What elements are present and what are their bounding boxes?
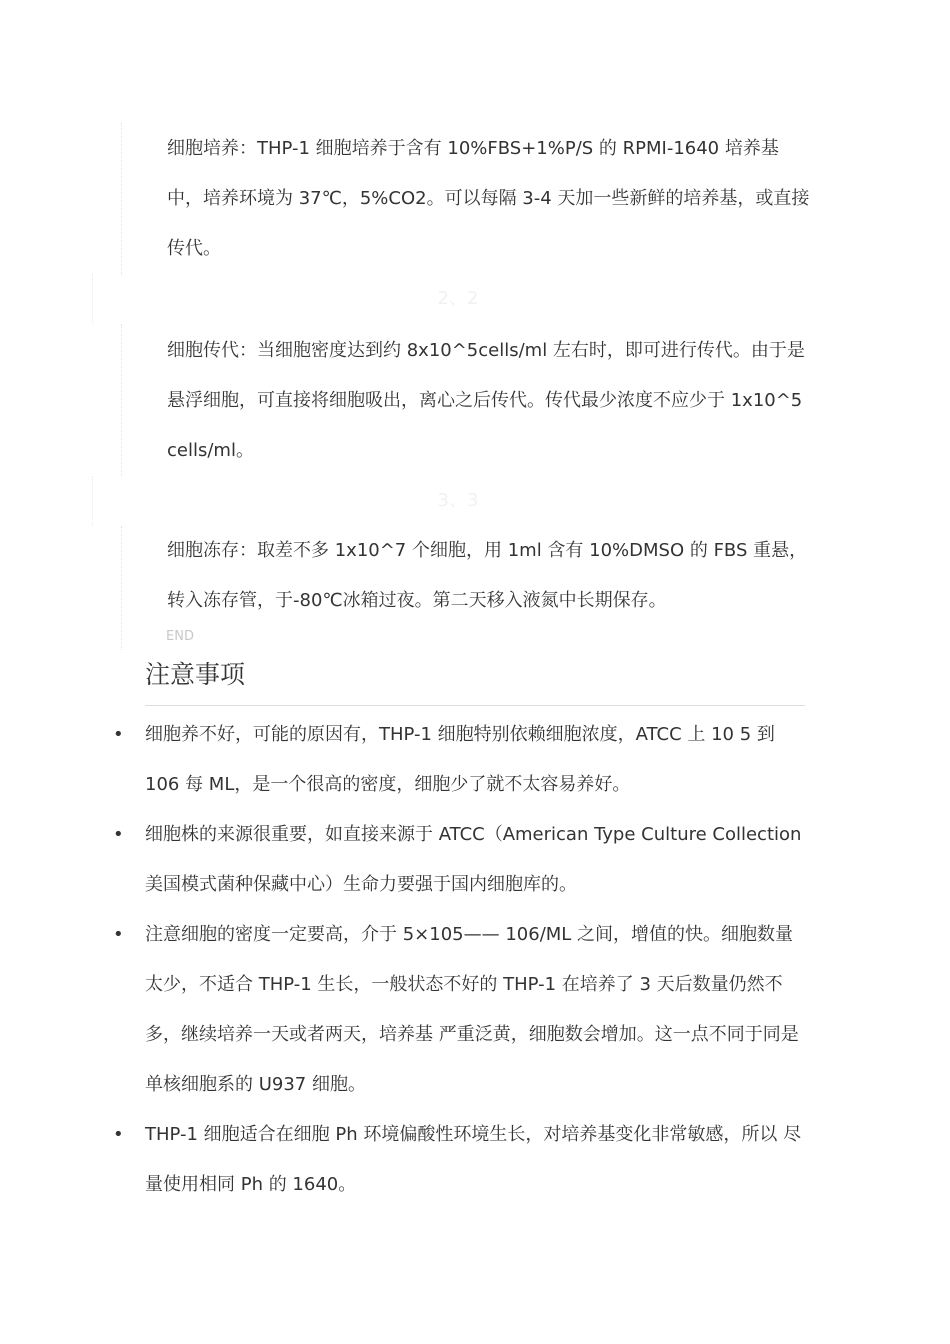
note-4-text: THP-1 细胞适合在细胞 Ph 环境偏酸性环境生长，对培养基变化非常敏感，所以 尽量使用相同 Ph 的 1640。 <box>145 1124 802 1195</box>
step-1-block <box>121 123 812 275</box>
bullet-icon: • <box>113 724 124 745</box>
note-3-text: 注意细胞的密度一定要高，介于 5×105—— 106/ML 之间，增值的快。细胞数量太少，不适合 THP-1 生长，一般状态不好的 THP-1 在培养了 3 天后数量仍然不多，继续培养一天或者两天，培养基 严重泛黄，细胞数会增加。这一点不同于同是单核细胞系的 U937 细胞。 <box>145 924 799 1095</box>
note-2-text: 细胞株的来源很重要，如直接来源于 ATCC（American Type Culture Collection 美国模式菌种保藏中心）生命力要强于国内细胞库的。 <box>145 824 802 895</box>
step-3-block <box>121 526 812 650</box>
list-item <box>113 710 810 810</box>
list-item <box>113 810 810 910</box>
notes-title: 注意事项 <box>145 655 805 706</box>
end-label: END <box>166 629 194 644</box>
bullet-icon: • <box>113 824 124 845</box>
note-1-text: 细胞养不好，可能的原因有，THP-1 细胞特别依赖细胞浓度，ATCC 上 10 5 到 106 每 ML，是一个很高的密度，细胞少了就不太容易养好。 <box>145 724 775 795</box>
notes-list <box>113 710 810 1210</box>
bullet-icon: • <box>113 1124 124 1145</box>
list-item <box>113 1110 810 1210</box>
step-1-text: 细胞培养：THP-1 细胞培养于含有 10%FBS+1%P/S 的 RPMI-1640 培养基中，培养环境为 37℃，5%CO2。可以每隔 3-4 天加一些新鲜的培养基，或直接传代。 <box>167 138 810 259</box>
step-2-text: 细胞传代：当细胞密度达到约 8x10^5cells/ml 左右时，即可进行传代。由于是悬浮细胞，可直接将细胞吸出，离心之后传代。传代最少浓度不应少于 1x10^5 cells/ml。 <box>167 340 805 461</box>
list-item <box>113 910 810 1110</box>
step-2-block <box>121 324 812 476</box>
step-3-text: 细胞冻存：取差不多 1x10^7 个细胞，用 1ml 含有 10%DMSO 的 FBS 重悬，转入冻存管，于-80℃冰箱过夜。第二天移入液氮中长期保存。 <box>167 540 808 611</box>
bullet-icon: • <box>113 924 124 945</box>
step-3-number: 3、3 <box>92 476 823 526</box>
step-2-number: 2、2 <box>92 274 823 324</box>
